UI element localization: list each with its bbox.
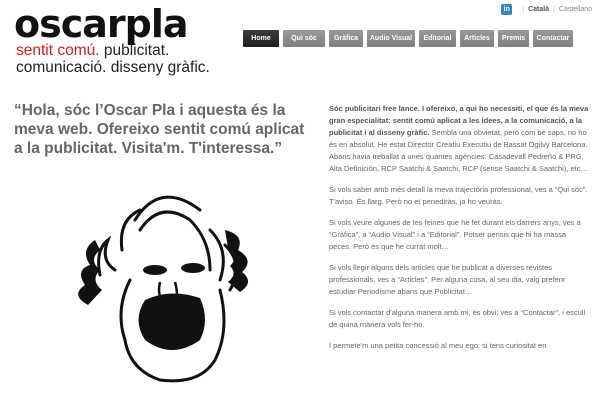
content-highlight: Sóc publicitari free lance. I ofereixo, a qui ho necessiti, el que és la meva gran especialitat: sentit comú aplicat a les idees, a la comunicació, a la publicitat i al disseny gràfic.	[329, 104, 589, 137]
tagline	[16, 42, 210, 76]
divider: |	[522, 6, 525, 13]
site-logo[interactable]: oscarpla	[14, 2, 188, 46]
nav-grafica[interactable]: Gràfica	[329, 30, 363, 47]
intro-quote: “Hola, sóc l’Oscar Pla i aquesta és la meva web. Ofereixo sentit comú aplicat a la publicitat. Visita'm. T'interessa.”	[14, 102, 305, 157]
divider: |	[553, 6, 555, 13]
content-paragraph: Si vols veure algunes de les feines que he fet durant els darrers anys, ves a “Gràfica”, a “Audio Visual” i a “Editorial”. Potser pensis que hi ha massa peces. Però és que he currat molt…	[329, 218, 581, 251]
lang-castellano-link[interactable]: Castellano	[558, 6, 592, 13]
content-text: Sembla una obvietat, però com bé saps, no ho és en absolut. He estat Director Creatiu Executiu de Bassat Ogilvy Barcelona. Abans havia treballat a unes quantes agències: Casadevall Pedreño & PRG, Alta Definición, RCP Saatchi & Saatchi, RCP (sense Saatchi & Saatchi), etc…	[329, 128, 589, 173]
content-paragraph: I permete'm una petita concessió al meu ego: si tens curiositat en	[329, 341, 547, 350]
content-paragraph: Si vols saber amb més detall la meva trajectòria professional, ves a “Qui sóc”. T'aviso. És llarg. Però no et penediràs, ja ho veuràs.	[329, 185, 588, 206]
content-paragraph: Si vols llegir alguns dels articles que he publicat a diverses revistes professionals, ves a “Articles”. Per alguna cosa, al seu dia, vaig preferir estudiar Periodisme abans que Publicitat…	[329, 263, 566, 296]
content-paragraph: Si vols contactar d'alguna manera amb mi, és obvi: ves a “Contactar”, i escull de quina manera vols fer-ho.	[329, 308, 586, 329]
tagline-part: publicitat.	[99, 42, 170, 59]
nav-contactar[interactable]: Contactar	[533, 30, 573, 47]
tagline-line2: comunicació. disseny gràfic.	[16, 59, 210, 76]
nav-articles[interactable]: Articles	[460, 30, 494, 47]
nav-qui-soc[interactable]: Qui sóc	[283, 30, 325, 47]
main-nav	[243, 30, 573, 47]
nav-home[interactable]: Home	[243, 30, 279, 47]
nav-premis[interactable]: Premis	[498, 30, 529, 47]
nav-editorial[interactable]: Editorial	[419, 30, 456, 47]
lang-catala-link[interactable]: Català	[528, 6, 550, 13]
content-paragraph	[329, 103, 590, 175]
nav-audio-visual[interactable]: Audio Visual	[367, 30, 415, 47]
language-bar	[501, 4, 592, 15]
tagline-accent: sentit comú.	[16, 42, 100, 59]
linkedin-icon[interactable]	[501, 4, 512, 15]
linkedin-icon-text: in	[503, 6, 510, 13]
caricature-illustration	[60, 170, 260, 400]
main-content	[329, 103, 590, 361]
